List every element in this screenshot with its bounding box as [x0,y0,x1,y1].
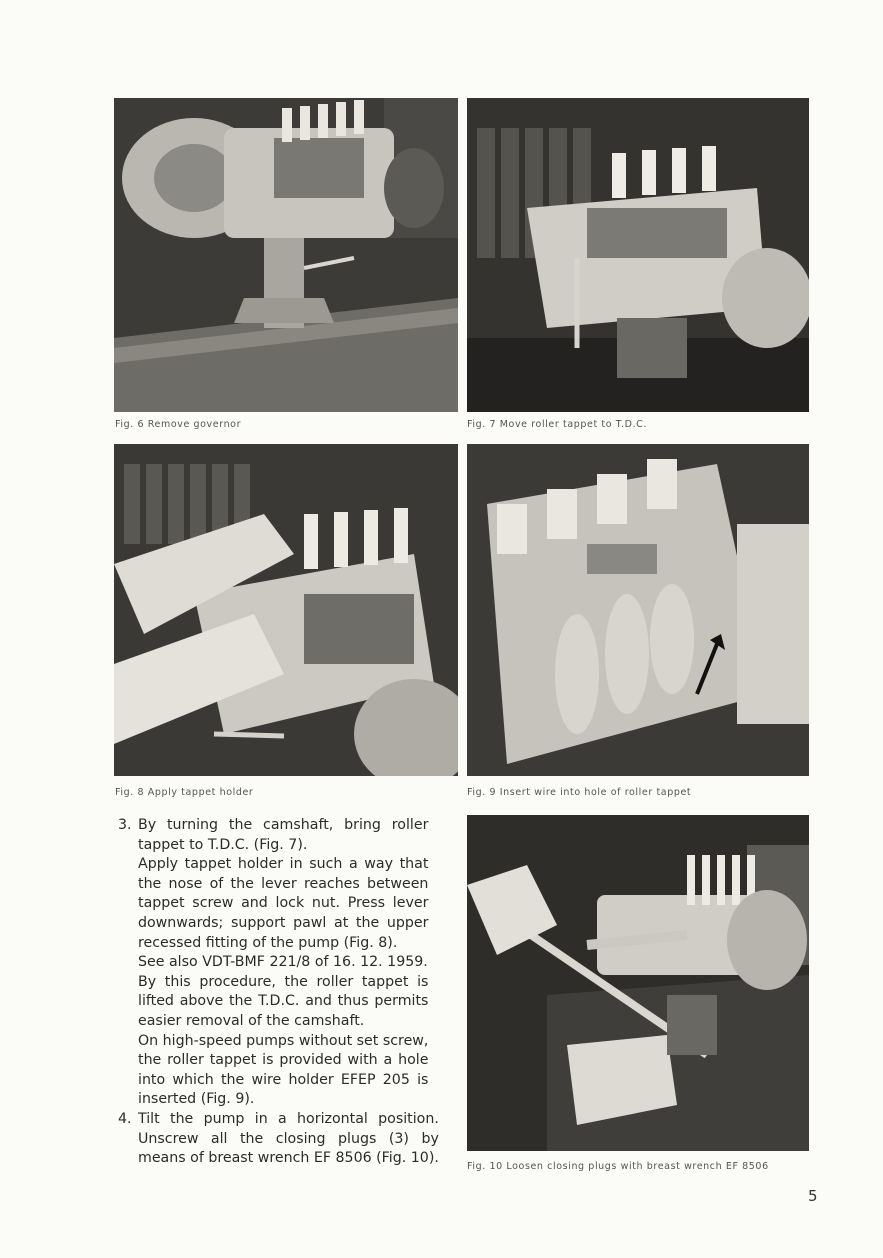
step-3-line-4: the nose of the lever reaches between [138,875,429,892]
figure-7-photo [467,98,809,412]
step-4-line-3: means of breast wrench EF 8506 (Fig. 10). [138,1150,439,1167]
figure-7-caption: Fig. 7 Move roller tappet to T.D.C. [467,419,648,430]
step-3-lines [138,816,428,1110]
step-3-line-12: On high-speed pumps without set screw, [138,1032,429,1049]
figure-10-caption: Fig. 10 Loosen closing plugs with breast wrench EF 8506 [467,1161,769,1172]
step-3-line-14: into which the wire holder EFEP 205 is [138,1071,429,1088]
figure-9-caption: Fig. 9 Insert wire into hole of roller tappet [467,787,692,798]
instruction-text [118,816,439,1169]
figure-9-photo [467,444,809,776]
step-4-lines [138,1110,439,1169]
step-3-line-2: tappet to T.D.C. (Fig. 7). [138,836,308,853]
step-3-line-9: By this procedure, the roller tappet is [138,973,429,990]
step-4-line-2: Unscrew all the closing plugs (3) by [138,1130,439,1147]
figure-6-photo [114,98,458,412]
step-3-number: 3. [118,817,132,833]
step-3-line-11: easier removal of the camshaft. [138,1012,365,1029]
step-3-line-10: lifted above the T.D.C. and thus permits [138,993,429,1010]
step-3-line-8: See also VDT-BMF 221/8 of 16. 12. 1959. [138,954,428,971]
step-3-line-1: By turning the camshaft, bring roller [138,817,429,833]
step-4-number: 4. [118,1110,132,1127]
step-3 [118,816,428,1110]
step-3-line-7: recessed fitting of the pump (Fig. 8). [138,934,398,951]
step-3-line-6: downwards; support pawl at the upper [138,914,429,931]
step-3-line-15: inserted (Fig. 9). [138,1091,255,1108]
figure-8-photo [114,444,458,776]
step-4-line-1: Tilt the pump in a horizontal position. [138,1110,439,1127]
figure-8-caption: Fig. 8 Apply tappet holder [115,787,254,798]
step-3-line-13: the roller tappet is provided with a hole [138,1052,429,1069]
figure-10-photo [467,815,809,1151]
figure-6-caption: Fig. 6 Remove governor [115,419,242,430]
step-3-line-5: tappet screw and lock nut. Press lever [138,895,429,912]
page-number: 5 [808,1187,818,1205]
step-3-line-3: Apply tappet holder in such a way that [138,856,429,873]
step-4 [118,1110,439,1169]
